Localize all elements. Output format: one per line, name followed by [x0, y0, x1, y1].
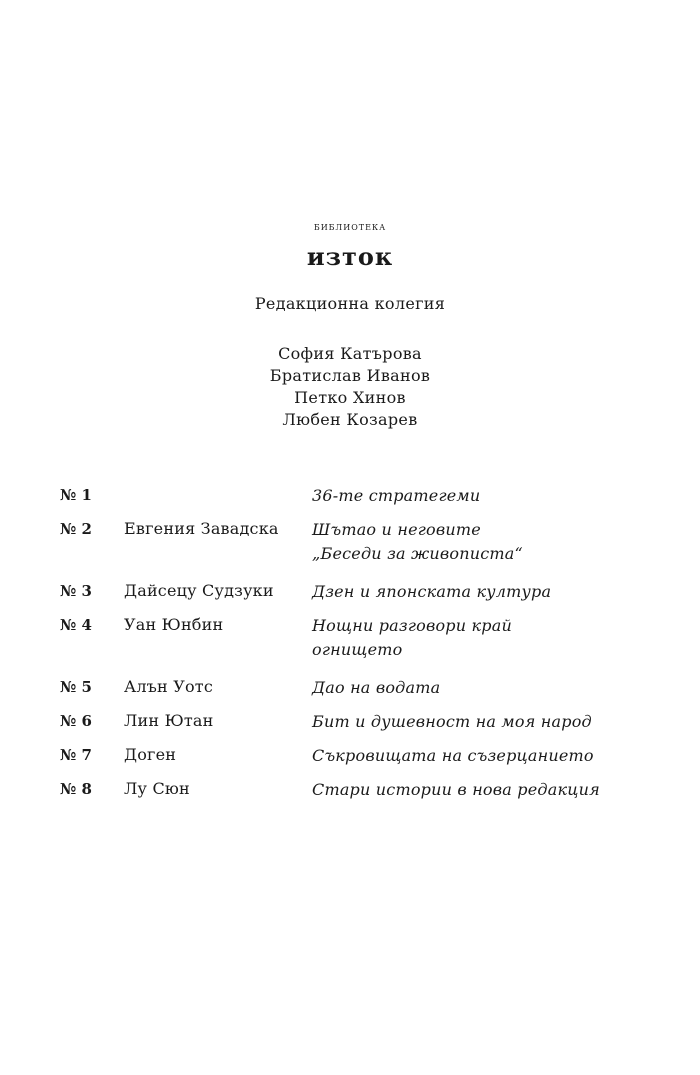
book-title-line: Нощни разговори край — [312, 616, 512, 635]
book-number: № 6 — [60, 712, 92, 730]
book-number: № 3 — [60, 582, 92, 600]
book-title-line: „Беседи за живописта“ — [312, 544, 523, 563]
book-title-line: 36-те стратегеми — [312, 486, 481, 505]
book-title-line: Бит и душевност на моя народ — [312, 712, 592, 731]
book-author: Лу Сюн — [124, 779, 190, 798]
series-label: библиотека — [313, 219, 387, 233]
book-title — [312, 614, 682, 662]
board-member: София Катърова — [278, 344, 422, 363]
book-title-line: Дзен и японската култура — [312, 582, 552, 601]
book-number: № 1 — [60, 486, 92, 504]
editorial-board-title: Редакционна колегия — [254, 294, 446, 313]
book-title-line: Съкровищата на съзерцанието — [312, 746, 594, 765]
book-title — [312, 744, 682, 768]
book-number: № 2 — [60, 520, 92, 538]
book-author: Лин Ютан — [124, 711, 214, 730]
book-title — [312, 710, 682, 734]
book-title-line: огнището — [312, 640, 403, 659]
book-title — [312, 580, 682, 604]
book-title-line: Шътао и неговите — [312, 520, 481, 539]
book-author: Алън Уотс — [124, 677, 214, 696]
series-title: изток — [306, 242, 394, 271]
book-author: Дайсецу Судзуки — [124, 581, 274, 600]
book-title-line: Дао на водата — [312, 678, 441, 697]
book-number: № 5 — [60, 678, 92, 696]
board-member: Любен Козарев — [282, 410, 418, 429]
editorial-board-members — [0, 343, 700, 431]
book-title — [312, 484, 682, 508]
board-member: Братислав Иванов — [269, 366, 431, 385]
board-member: Петко Хинов — [294, 388, 406, 407]
book-number: № 4 — [60, 616, 92, 634]
book-title-line: Стари истории в нова редакция — [312, 780, 600, 799]
book-title — [312, 676, 682, 700]
book-author: Доген — [124, 745, 177, 764]
book-number: № 8 — [60, 780, 92, 798]
book-title — [312, 518, 682, 566]
book-title — [312, 778, 682, 802]
book-author: Уан Юнбин — [124, 615, 224, 634]
book-author: Евгения Завадска — [124, 519, 279, 538]
book-number: № 7 — [60, 746, 92, 764]
